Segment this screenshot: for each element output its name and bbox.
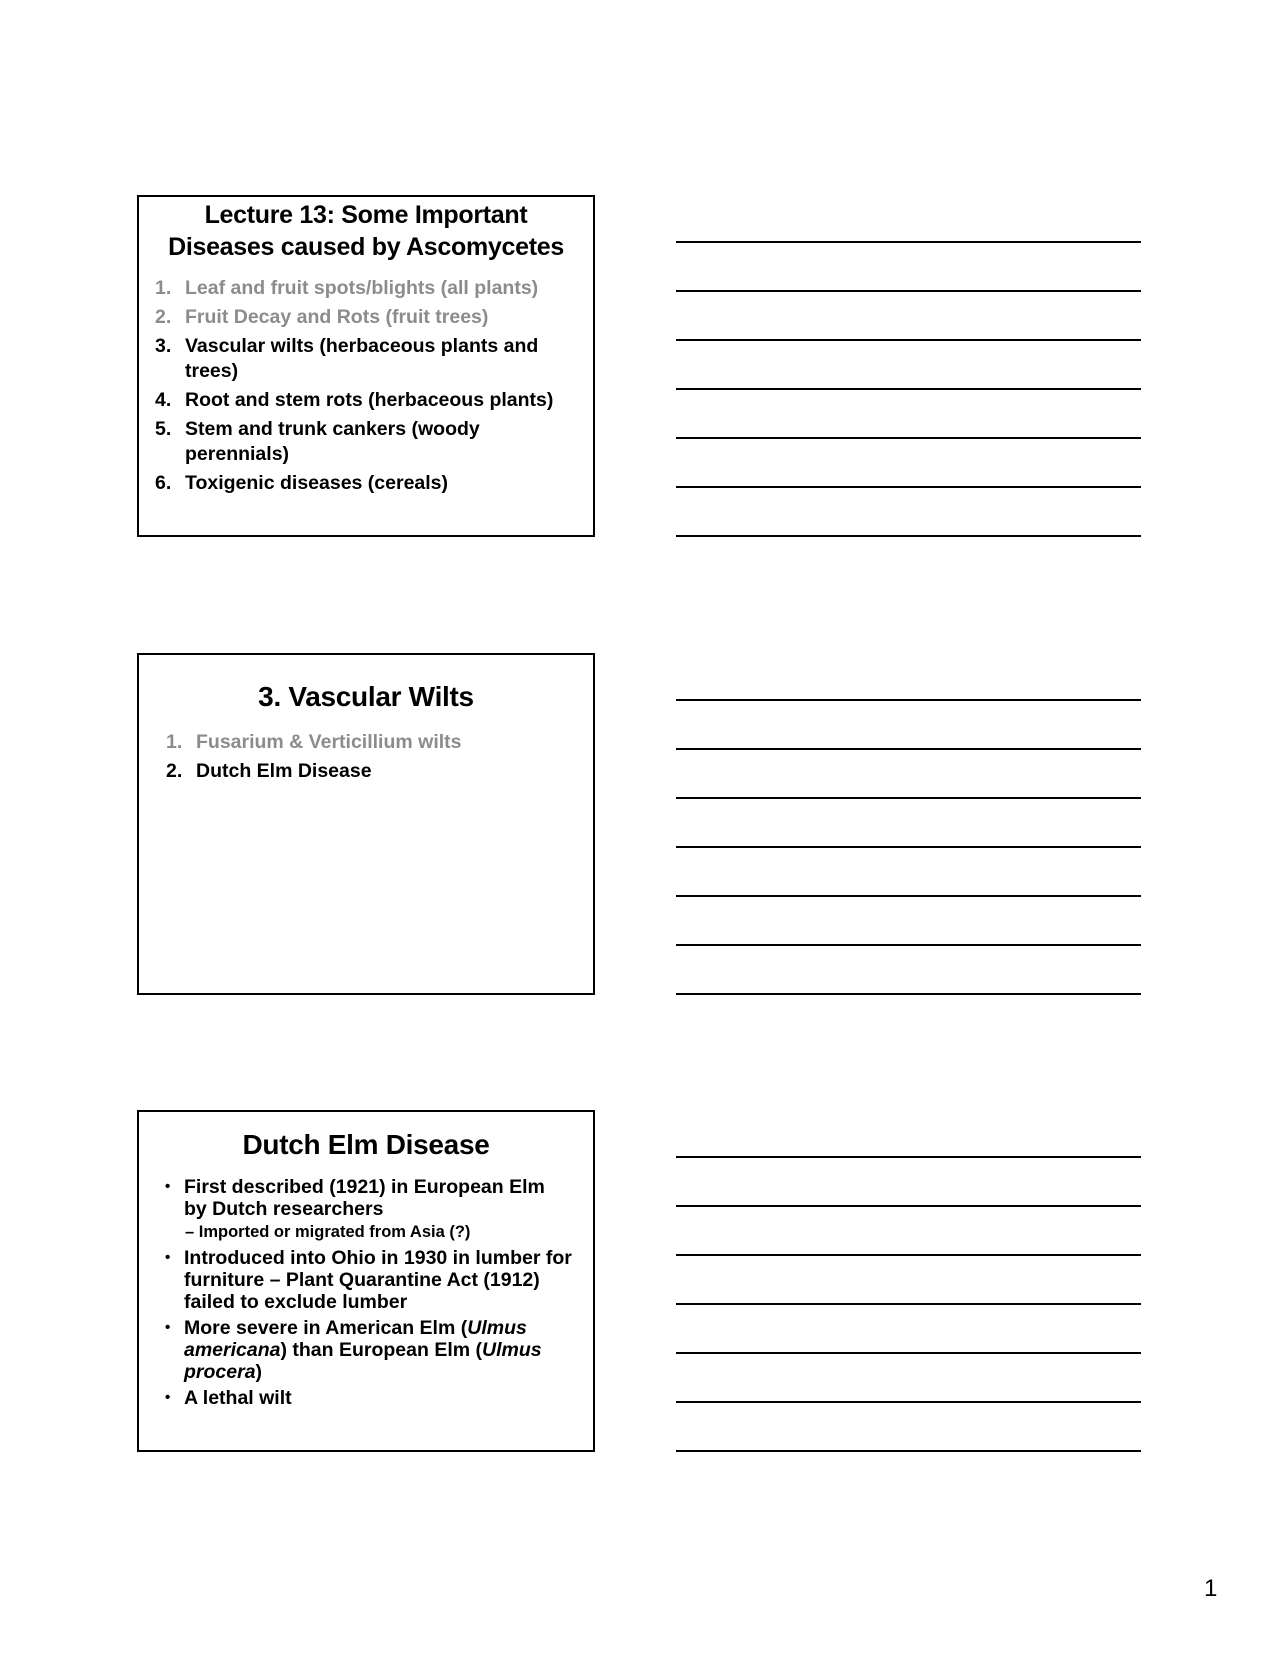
note-line	[676, 486, 1141, 488]
bullet-glyph: •	[165, 1249, 171, 1266]
note-line	[676, 993, 1141, 995]
list-number: 3.	[155, 335, 172, 357]
bullet-text-part: )	[255, 1361, 263, 1383]
list-text: Root and stem rots (herbaceous plants)	[185, 389, 554, 411]
note-line	[676, 1156, 1141, 1158]
note-line	[676, 388, 1141, 390]
slide-3-bullets	[165, 1176, 573, 1409]
note-line	[676, 1352, 1141, 1354]
species-name: Ulmus americana	[184, 1317, 527, 1361]
slide-3	[137, 1110, 595, 1452]
list-text: Fruit Decay and Rots (fruit trees)	[185, 306, 489, 328]
slide-1-title	[139, 199, 593, 263]
list-text: Leaf and fruit spots/blights (all plants)	[185, 277, 539, 299]
note-line	[676, 1450, 1141, 1452]
bullet-item	[165, 1317, 573, 1383]
list-item	[155, 388, 573, 413]
list-item	[166, 759, 573, 784]
note-line	[676, 748, 1141, 750]
page-number: 1	[1204, 1575, 1218, 1602]
slide-1-title-line-1: Lecture 13: Some Important	[204, 201, 528, 229]
note-line	[676, 241, 1141, 243]
list-number: 1.	[166, 731, 183, 753]
bullet-glyph: •	[165, 1319, 171, 1336]
list-item	[155, 334, 573, 384]
list-number: 1.	[155, 277, 172, 299]
bullet-text: A lethal wilt	[184, 1387, 292, 1409]
list-item	[166, 730, 573, 755]
list-number: 2.	[155, 306, 172, 328]
list-number: 2.	[166, 760, 183, 782]
slide-1-list	[155, 276, 573, 496]
slide-3-title: Dutch Elm Disease	[242, 1129, 490, 1160]
note-line	[676, 699, 1141, 701]
bullet-text: Introduced into Ohio in 1930 in lumber for furniture – Plant Quarantine Act (1912) failed to exclude lumber	[184, 1247, 572, 1313]
list-text: Vascular wilts (herbaceous plants and trees)	[185, 335, 539, 382]
bullet-item	[165, 1387, 573, 1409]
note-line	[676, 290, 1141, 292]
list-item	[155, 305, 573, 330]
slide-2-title: 3. Vascular Wilts	[258, 681, 474, 712]
list-number: 6.	[155, 472, 172, 494]
bullet-item	[165, 1247, 573, 1313]
note-line	[676, 895, 1141, 897]
list-number: 5.	[155, 418, 172, 440]
species-name: Ulmus procera	[184, 1339, 542, 1383]
note-line	[676, 1401, 1141, 1403]
bullet-text-part: More severe in American Elm (	[184, 1317, 468, 1339]
bullet-text: First described (1921) in European Elm by Dutch researchers	[184, 1176, 545, 1220]
slide-1	[137, 195, 595, 537]
note-line	[676, 797, 1141, 799]
list-item	[155, 417, 573, 467]
note-line	[676, 1303, 1141, 1305]
note-line	[676, 437, 1141, 439]
list-item	[155, 471, 573, 496]
bullet-text-part: ) than European Elm (	[280, 1339, 482, 1361]
list-text: Stem and trunk cankers (woody perennials)	[185, 418, 480, 465]
note-line	[676, 846, 1141, 848]
note-line	[676, 944, 1141, 946]
list-text: Toxigenic diseases (cereals)	[185, 472, 449, 494]
slide-2-list	[166, 730, 573, 784]
slide-2	[137, 653, 595, 995]
note-line	[676, 1205, 1141, 1207]
note-line	[676, 339, 1141, 341]
bullet-item	[165, 1176, 573, 1243]
bullet-glyph: •	[165, 1178, 171, 1195]
sub-bullet-text: – Imported or migrated from Asia (?)	[185, 1223, 471, 1241]
list-item	[155, 276, 573, 301]
note-line	[676, 535, 1141, 537]
slide-1-title-line-2: Diseases caused by Ascomycetes	[168, 233, 564, 261]
list-text: Dutch Elm Disease	[196, 760, 372, 782]
bullet-glyph: •	[165, 1389, 171, 1406]
list-number: 4.	[155, 389, 172, 411]
list-text: Fusarium & Verticillium wilts	[196, 731, 462, 753]
note-line	[676, 1254, 1141, 1256]
